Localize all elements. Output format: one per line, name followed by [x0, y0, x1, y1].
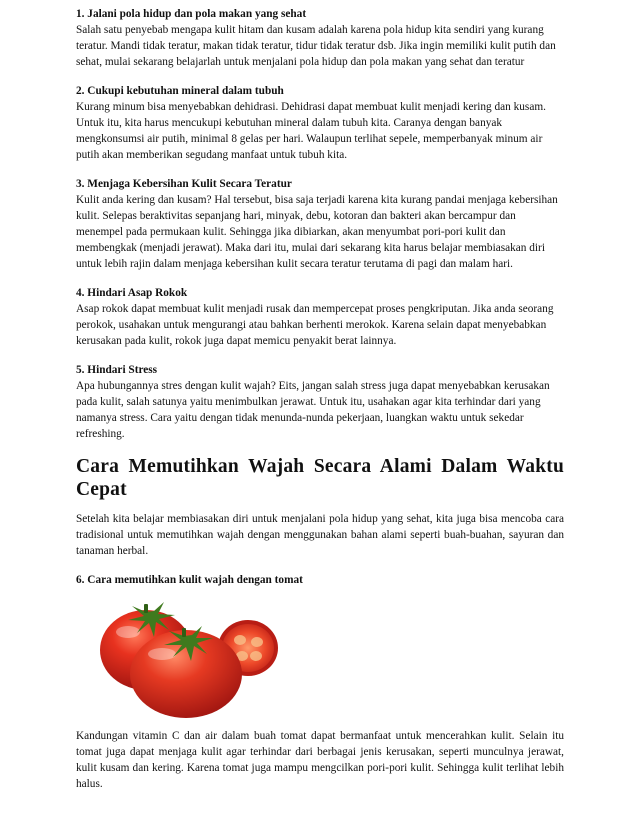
intro-paragraph: Setelah kita belajar membiasakan diri untuk menjalani pola hidup yang sehat, kita juga bisa mencoba cara tradisional untuk memutihkan wajah dengan menggunakan bahan alami seperti buah-buahan, sayuran dan tanaman herbal.	[76, 513, 564, 557]
tip-section-4	[76, 285, 564, 349]
tip-heading: 6. Cara memutihkan kulit wajah dengan tomat	[76, 574, 303, 586]
tip-heading: 5. Hindari Stress	[76, 364, 158, 376]
tip-body: Kulit anda kering dan kusam? Hal tersebut, bisa saja terjadi karena kita kurang pandai menjaga kebersihan kulit. Selepas beraktivitas sepanjang hari, minyak, debu, kotoran dan bakteri akan bercampur dan menempel pada permukaan kulit. Sehingga jika dibiarkan, akan menyumbat pori-pori kulit dan membengkak (menjadi jerawat). Maka dari itu, mulai dari sekarang kita harus belajar membiasakan diri untuk lebih rajin dalam menjaga kebersihan kulit secara teratur terutama di pagi dan malam hari.	[76, 194, 558, 270]
tip-section-5	[76, 362, 564, 442]
tip-heading: 1. Jalani pola hidup dan pola makan yang sehat	[76, 8, 307, 20]
tip-heading: 4. Hindari Asap Rokok	[76, 287, 188, 299]
tip-section-2	[76, 83, 564, 163]
tip-body: Asap rokok dapat membuat kulit menjadi rusak dan mempercepat proses pengkriputan. Jika anda seorang perokok, usahakan untuk mengurangi atau bahkan berhenti merokok. Karena selain dapat menyebabkan kerusakan pada kulit, rokok juga dapat memicu penyakit berat lainnya.	[76, 303, 554, 347]
tip-heading: 3. Menjaga Kebersihan Kulit Secara Teratur	[76, 178, 292, 190]
tip-body: Salah satu penyebab mengapa kulit hitam dan kusam adalah karena pola hidup kita sendiri yang kurang teratur. Mandi tidak teratur, makan tidak teratur, tidur tidak teratur dsb. Jika ingin memiliki kulit putih dan sehat, mulai sekarang belajarlah untuk menjalani pola hidup dan pola makan yang sehat dan teratur	[76, 24, 556, 68]
tip-section-1	[76, 6, 564, 70]
tip-body: Kurang minum bisa menyebabkan dehidrasi. Dehidrasi dapat membuat kulit menjadi kering dan kusam. Untuk itu, kita harus mencukupi kebutuhan mineral dalam tubuh kita. Caranya dengan banyak mengkonsumsi air putih, minimal 8 gelas per hari. Walaupun terlihat sepele, memperbanyak minum air putih akan memberikan segudang manfaat untuk tubuh kita.	[76, 101, 546, 161]
main-heading: Cara Memutihkan Wajah Secara Alami Dalam Waktu Cepat	[76, 456, 564, 500]
tip-section-3	[76, 176, 564, 272]
tomato-illustration	[76, 592, 296, 722]
tip-heading: 2. Cukupi kebutuhan mineral dalam tubuh	[76, 85, 284, 97]
tip-body: Apa hubungannya stres dengan kulit wajah? Eits, jangan salah stress juga dapat menyebabkan kerusakan pada kulit, salah satunya yaitu menimbulkan jerawat. Untuk itu, usahakan agar kita terhindar dari yang namanya stress. Cara yaitu dengan tidak menunda-nunda pekerjaan, luangkan waktu untuk sekedar refreshing.	[76, 380, 550, 440]
tip-section-6	[76, 572, 564, 792]
intro-section	[76, 511, 564, 559]
tip-body: Kandungan vitamin C dan air dalam buah tomat dapat bermanfaat untuk mencerahkan kulit. Selain itu tomat juga dapat menjaga kulit agar terhindar dari berbagai jenis kerusakan, seperti munculnya jerawat, kulit kusam dan kering. Karena tomat juga mampu mengcilkan pori-pori kulit. Sehingga kulit terlihat lebih halus.	[76, 730, 564, 790]
tomato-image	[76, 592, 564, 722]
document-content	[76, 6, 564, 805]
